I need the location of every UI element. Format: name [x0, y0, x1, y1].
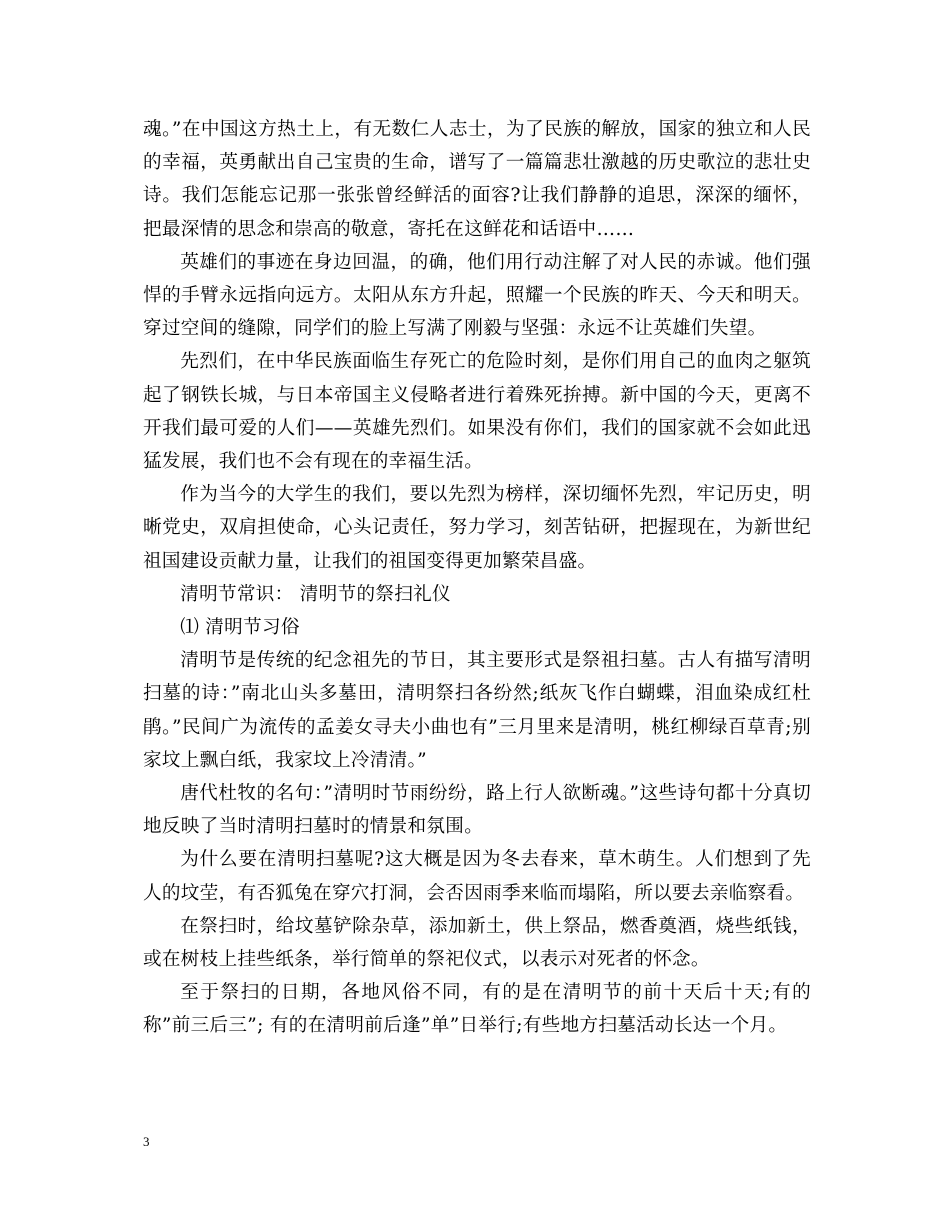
- paragraph-heroes-deeds: 英雄们的事迹在身边回温，的确，他们用行动注解了对人民的赤诚。他们强悍的手臂永远指向远方。太阳从东方升起，照耀一个民族的昨天、今天和明天。穿过空间的缝隙，同学们的脸上写满了刚毅与坚强：永远不让英雄们失望。: [143, 251, 811, 340]
- page-number: 3: [143, 1134, 150, 1149]
- paragraph-martyrs: 先烈们，在中华民族面临生存死亡的危险时刻，是你们用自己的血肉之躯筑起了钢铁长城，与日本帝国主义侵略者进行着殊死拚搏。新中国的今天，更离不开我们最可爱的人们——英雄先烈们。如果没有你们，我们的国家就不会如此迅猛发展，我们也不会有现在的幸福生活。: [143, 351, 811, 473]
- paragraph-du-mu-poem: 唐代杜牧的名句：”清明时节雨纷纷，路上行人欲断魂。”这些诗句都十分真切地反映了当时清明扫墓时的情景和氛围。: [143, 783, 811, 838]
- paragraph-students: 作为当今的大学生的我们，要以先烈为榜样，深切缅怀先烈，牢记历史，明晰党史，双肩担使命，心头记责任，努力学习，刻苦钻研，把握现在，为新世纪祖国建设贡献力量，让我们的祖国变得更加繁荣昌盛。: [143, 484, 811, 572]
- section-heading-qingming-knowledge: 清明节常识： 清明节的祭扫礼仪: [180, 583, 451, 605]
- subsection-heading-customs: ⑴ 清明节习俗: [180, 617, 300, 639]
- paragraph-tomb-sweeping: 清明节是传统的纪念祖先的节日，其主要形式是祭祖扫墓。古人有描写清明扫墓的诗：”南北山头多墓田，清明祭扫各纷然;纸灰飞作白蝴蝶，泪血染成红杜鹃。”民间广为流传的孟姜女寻夫小曲也有”三月里来是清明，桃红柳绿百草青;别家坟上飘白纸，我家坟上冷清清。”: [143, 650, 811, 771]
- paragraph-continuation: 魂。”在中国这方热土上，有无数仁人志士，为了民族的解放，国家的独立和人民的幸福，英勇献出自己宝贵的生命，谱写了一篇篇悲壮激越的历史歌泣的悲壮史诗。我们怎能忘记那一张张曾经鲜活的面容?让我们静静的追思，深深的缅怀，把最深情的思念和崇高的敬意，寄托在这鲜花和话语中……: [143, 119, 811, 240]
- document-body: [143, 113, 811, 1043]
- paragraph-sweeping-dates: 至于祭扫的日期，各地风俗不同，有的是在清明节的前十天后十天;有的称”前三后三”; 有的在清明前后逢”单”日举行;有些地方扫墓活动长达一个月。: [143, 982, 811, 1037]
- paragraph-sweeping-rites: 在祭扫时，给坟墓铲除杂草，添加新土，供上祭品，燃香奠酒，烧些纸钱，或在树枝上挂些纸条，举行简单的祭祀仪式，以表示对死者的怀念。: [143, 915, 811, 971]
- paragraph-why-sweep: 为什么要在清明扫墓呢?这大概是因为冬去春来，草木萌生。人们想到了先人的坟茔，有否狐兔在穿穴打洞，会否因雨季来临而塌陷，所以要去亲临察看。: [143, 849, 811, 904]
